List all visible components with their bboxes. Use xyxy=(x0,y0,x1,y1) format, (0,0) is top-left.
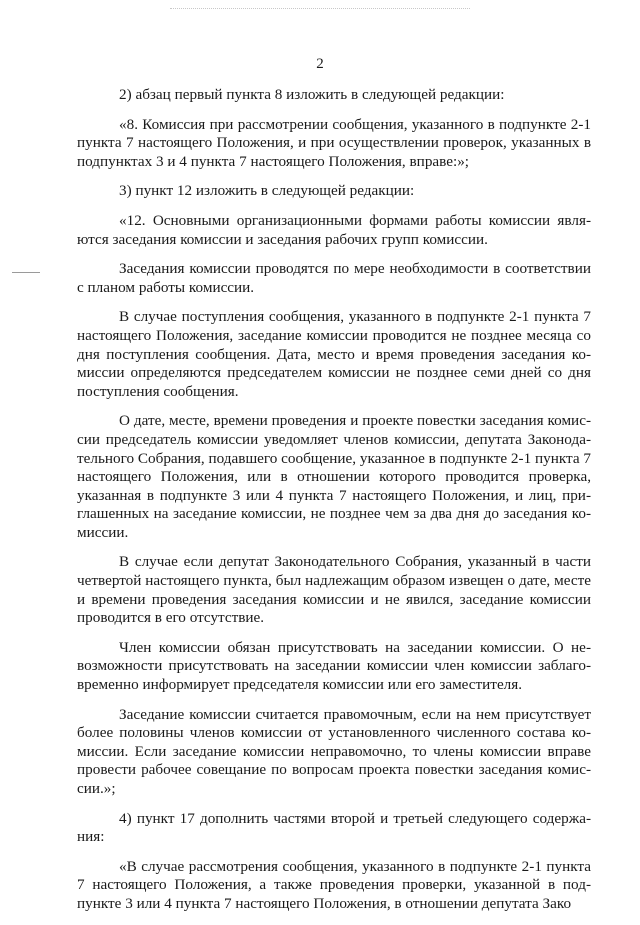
paragraph-amendment-4: 4) пункт 17 дополнить частями второй и третьей следующего содержания: xyxy=(77,809,591,846)
margin-mark xyxy=(12,272,40,273)
paragraph-point-12: «12. Основными организационными формами работы комиссии являются заседания комиссии и заседания рабочих групп комиссии. xyxy=(77,211,591,248)
paragraph-amendment-2: 2) абзац первый пункта 8 изложить в следующей редакции: xyxy=(119,86,505,103)
paragraph-meetings-schedule: Заседания комиссии проводятся по мере необходимости в соответствии с планом работы комиссии. xyxy=(77,260,591,296)
document-body xyxy=(77,86,591,925)
paragraph-absence: В случае если депутат Законодательного Собрания, указанный в части четвертой настоящего пункта, был надлежащим образом извещен о дате, месте и времени проведения заседания комиссии и не явился, заседание комиссии проводится в его отсутствие. xyxy=(77,553,591,627)
paragraph-point-8: «8. Комиссия при рассмотрении сообщения, указанного в подпункте 2-1 пункта 7 настоящего Положения, и при осуществлении проверок, указанных в подпунктах 3 и 4 пункта 7 настоящего Положения, вправе:»; xyxy=(77,115,591,170)
paragraph-notification: О дате, месте, времени проведения и проекте повестки заседания комиссии председатель комиссии уведомляет членов комиссии, депутата Законодательного Собрания, подавшего сообщение, указанное в подпункте 2-1 пункта 7 настоящего Положения, или в отношении которого проводится проверка, указанная в подпункте 3 или 4 пункта 7 настоящего Положения, и лиц, приглашенных на заседание комиссии, не позднее чем за два дня до заседания комиссии. xyxy=(77,412,591,541)
page-number: 2 xyxy=(316,56,324,72)
scan-artifact-line xyxy=(170,8,470,9)
paragraph-quorum: Заседание комиссии считается правомочным, если на нем присутствует более половины членов комиссии от установленного численного состава комиссии. Если заседание комиссии неправомочно, то члены комиссии вправе провести рабочее совещание по вопросам проекта повестки заседания комиссии.»; xyxy=(77,705,591,797)
paragraph-attendance: Член комиссии обязан присутствовать на заседании комиссии. О невозможности присутствовать на заседании комиссии член комиссии заблаговременно информирует председателя комиссии или его заместителя. xyxy=(77,638,591,694)
paragraph-point-17-addition: «В случае рассмотрения сообщения, указанного в подпункте 2-1 пункта 7 настоящего Положения, а также проведения проверки, указанной в подпункте 3 или 4 пункта 7 настоящего Положения, в отношении депутата Зако xyxy=(77,857,591,912)
paragraph-amendment-3: 3) пункт 12 изложить в следующей редакции: xyxy=(119,182,415,200)
paragraph-meeting-timing: В случае поступления сообщения, указанного в подпункте 2-1 пункта 7 настоящего Положения, заседание комиссии проводится не позднее месяца со дня поступления сообщения. Дата, место и время проведения заседания комиссии определяются председателем комиссии не позднее семи дней со дня поступления сообщения. xyxy=(77,308,591,400)
